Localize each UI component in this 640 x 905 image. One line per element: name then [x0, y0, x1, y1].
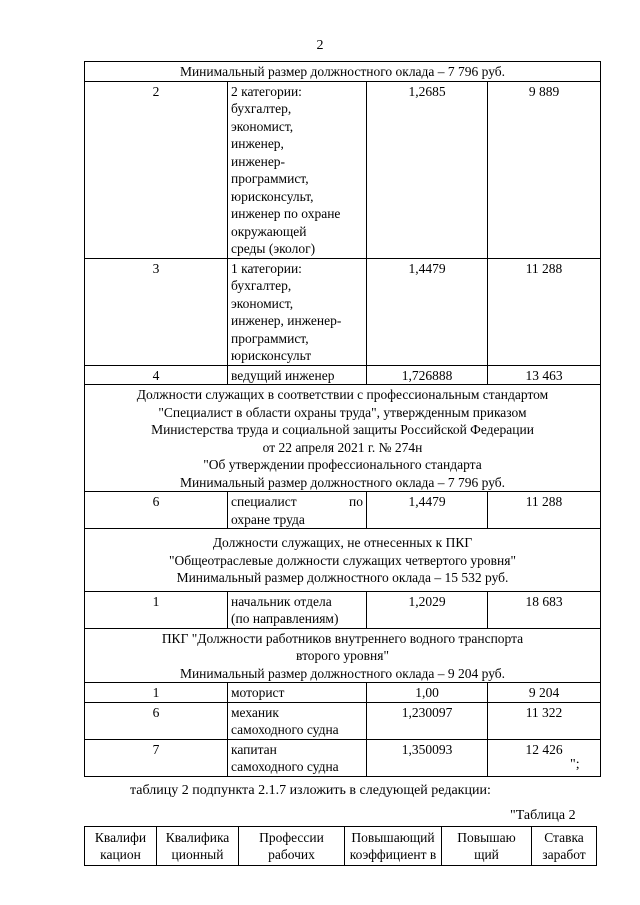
- section-row: [85, 529, 601, 592]
- position-cell: 1 категории: бухгалтер, экономист, инженер, инженер- программист, юрисконсульт: [228, 258, 367, 365]
- table2-header-row: [85, 827, 597, 866]
- section-header-min-salary: Минимальный размер должностного оклада – 7 796 руб.: [85, 62, 601, 82]
- level-cell: 1: [85, 591, 228, 628]
- table2-header-cell: Повышаю щий: [442, 827, 532, 866]
- table-row: [85, 258, 601, 365]
- position-cell: ведущий инженер: [228, 365, 367, 385]
- table-row: [85, 365, 601, 385]
- coefficient-cell: 1,00: [367, 683, 488, 703]
- table-row: [85, 492, 601, 529]
- table2-header-cell: Повышающий коэффициент в: [345, 827, 442, 866]
- table2-header-cell: Профессии рабочих: [239, 827, 345, 866]
- section-header-professional-standard: Должности служащих в соответствии с профессиональным стандартом "Специалист в области охраны труда", утвержденным приказом Министерства труда и социальной защиты Российской Федерации от 22 апреля 2021 г. № 274н "Об утверждении профессионального стандарта Минимальный размер должностного оклада – 7 796 руб.: [85, 385, 601, 492]
- table2-header: [84, 826, 597, 866]
- level-cell: 2: [85, 81, 228, 258]
- salary-cell: 11 288: [488, 492, 601, 529]
- coefficient-cell: 1,4479: [367, 258, 488, 365]
- table-row: [85, 683, 601, 703]
- table-row: [85, 739, 601, 776]
- table2-caption: "Таблица 2: [510, 808, 576, 823]
- level-cell: 4: [85, 365, 228, 385]
- position-line: охране труда: [231, 511, 305, 527]
- section-row: [85, 628, 601, 683]
- position-cell: капитан самоходного судна: [228, 739, 367, 776]
- coefficient-cell: 1,726888: [367, 365, 488, 385]
- salary-table: [84, 61, 601, 777]
- position-cell: моторист: [228, 683, 367, 703]
- position-cell: [228, 492, 367, 529]
- coefficient-cell: 1,4479: [367, 492, 488, 529]
- position-cell: механик самоходного судна: [228, 702, 367, 739]
- position-cell: 2 категории: бухгалтер, экономист, инженер, инженер- программист, юрисконсульт, инженер по охране окружающей среды (эколог): [228, 81, 367, 258]
- table-row: [85, 81, 601, 258]
- salary-cell: 11 288: [488, 258, 601, 365]
- table-row: [85, 702, 601, 739]
- salary-cell: 11 322: [488, 702, 601, 739]
- coefficient-cell: 1,2029: [367, 591, 488, 628]
- salary-cell: 13 463: [488, 365, 601, 385]
- salary-cell: 9 889: [488, 81, 601, 258]
- coefficient-cell: 1,350093: [367, 739, 488, 776]
- salary-cell: 18 683: [488, 591, 601, 628]
- page-number: 2: [316, 38, 324, 53]
- level-cell: 7: [85, 739, 228, 776]
- table2-header-cell: Квалифика ционный: [157, 827, 239, 866]
- position-cell: начальник отдела (по направлениям): [228, 591, 367, 628]
- section-header-non-pkg: Должности служащих, не отнесенных к ПКГ "Общеотраслевые должности служащих четвертого уровня" Минимальный размер должностного оклада – 15 532 руб.: [85, 529, 601, 592]
- salary-cell: 9 204: [488, 683, 601, 703]
- table-row: [85, 591, 601, 628]
- level-cell: 3: [85, 258, 228, 365]
- coefficient-cell: 1,2685: [367, 81, 488, 258]
- section-row: [85, 385, 601, 492]
- position-word: специалист: [231, 494, 297, 509]
- level-cell: 6: [85, 492, 228, 529]
- closing-quote: ";: [570, 757, 580, 772]
- position-word: по: [349, 494, 363, 509]
- level-cell: 1: [85, 683, 228, 703]
- table2-header-cell: Квалифи кацион: [85, 827, 157, 866]
- coefficient-cell: 1,230097: [367, 702, 488, 739]
- section-header-water-transport: ПКГ "Должности работников внутреннего водного транспорта второго уровня" Минимальный размер должностного оклада – 9 204 руб.: [85, 628, 601, 683]
- section-row: [85, 62, 601, 82]
- level-cell: 6: [85, 702, 228, 739]
- table2-header-cell: Ставка заработ: [532, 827, 597, 866]
- salary-cell: 12 426: [488, 739, 601, 776]
- amendment-text: таблицу 2 подпункта 2.1.7 изложить в следующей редакции:: [130, 783, 491, 798]
